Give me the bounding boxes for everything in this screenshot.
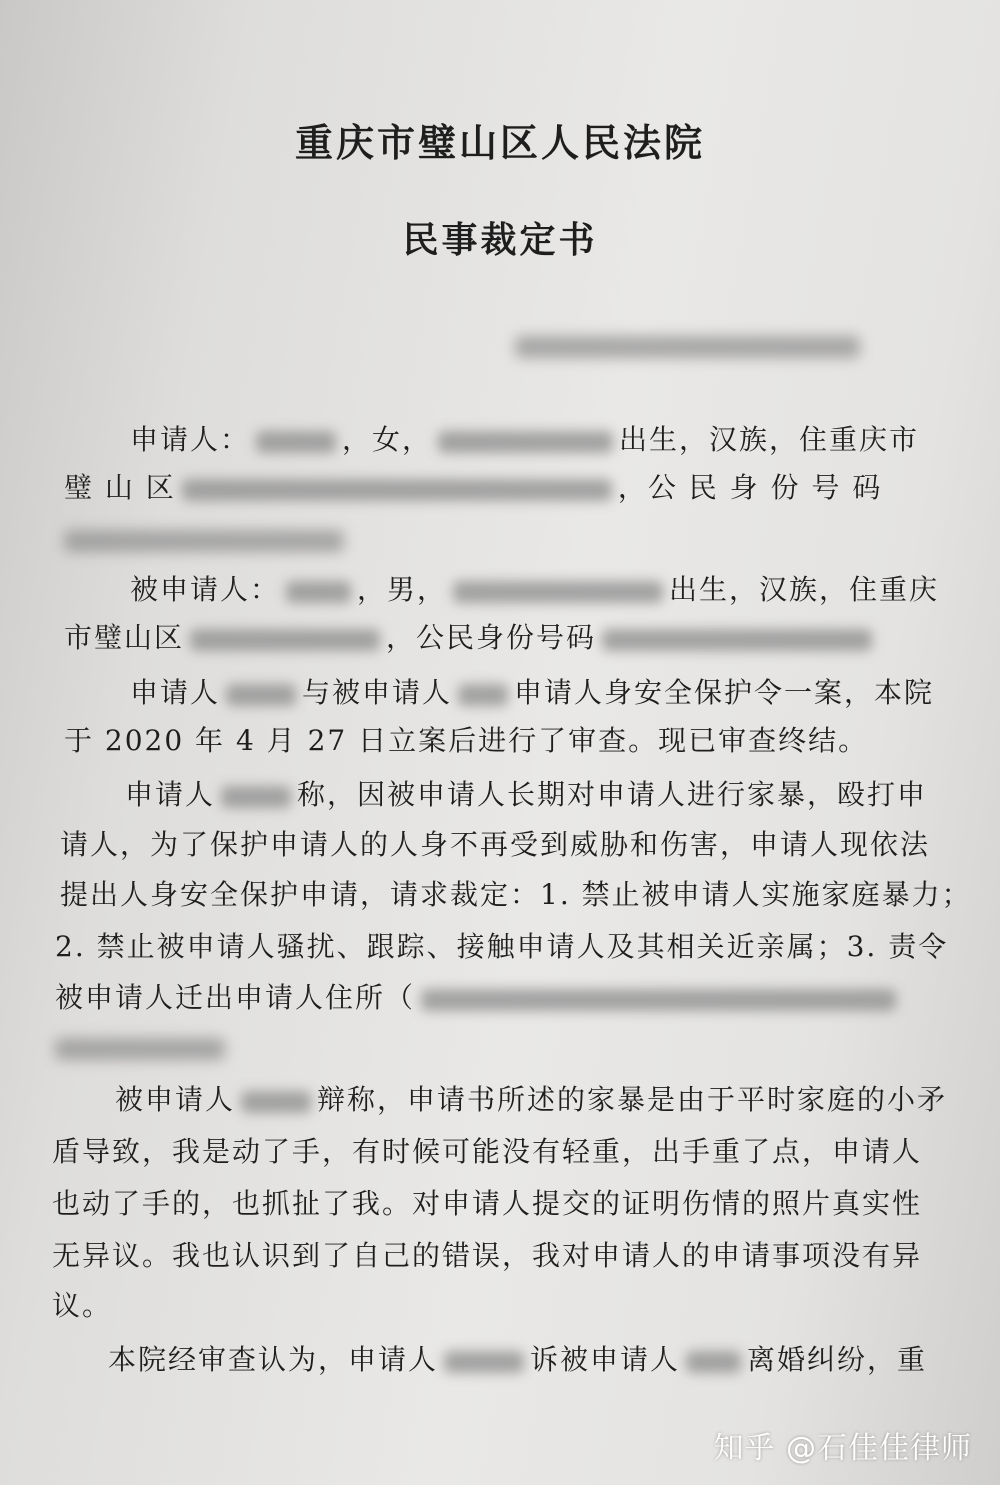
redacted-text	[444, 1351, 524, 1373]
redacted-text	[286, 581, 351, 603]
redacted-text	[241, 1091, 311, 1113]
label-applicant: 申请人：	[130, 423, 251, 456]
redacted-address	[421, 989, 896, 1011]
body-line: 被申请人 辩称，申请书所述的家暴是由于平时家庭的小矛	[115, 1083, 948, 1116]
body-line: 被申请人迁出申请人住所（	[55, 978, 902, 1018]
body-line: 璧 山 区 ，公 民 身 份 号 码	[64, 471, 883, 504]
body-line: 2. 禁止被申请人骚扰、跟踪、接触申请人及其相关近亲属；3. 责令	[55, 930, 949, 963]
redacted-text	[438, 431, 613, 453]
body-line: 盾导致，我是动了手，有时候可能没有轻重，出手重了点，申请人	[52, 1135, 923, 1168]
body-line: 请人，为了保护申请人的人身不再受到威胁和伤害，申请人现依法	[60, 828, 931, 861]
redacted-text	[686, 1351, 741, 1373]
redacted-text	[226, 684, 296, 706]
document-type: 民事裁定书	[402, 220, 598, 261]
court-name: 重庆市璧山区人民法院	[294, 121, 705, 165]
body-line: 也动了手的，也抓扯了我。对申请人提交的证明伤情的照片真实性	[52, 1187, 923, 1220]
body-line: 被申请人： ，男， 出生，汉族，住重庆	[130, 573, 940, 606]
redacted-text	[190, 629, 380, 651]
redacted-text	[256, 431, 336, 453]
body-line: 本院经审查认为，申请人 诉被申请人 离婚纠纷，重	[108, 1343, 928, 1376]
redacted-text	[453, 581, 663, 603]
redacted-case-number	[515, 336, 860, 358]
redacted-text	[458, 684, 508, 706]
redacted-text	[602, 629, 872, 651]
body-line: 提出人身安全保护申请，请求裁定：1. 禁止被申请人实施家庭暴力；	[60, 878, 972, 911]
label-respondent: 被申请人：	[130, 573, 281, 606]
redacted-text	[221, 786, 291, 808]
body-line: 无异议。我也认识到了自己的错误，我对申请人的申请事项没有异	[52, 1239, 923, 1272]
body-line: 申请人 与被申请人 申请人身安全保护令一案，本院	[130, 676, 935, 709]
redacted-id-number	[64, 530, 344, 552]
body-line: 议。	[52, 1289, 113, 1322]
redacted-address	[55, 1038, 225, 1060]
body-line: 申请人 称，因被申请人长期对申请人进行家暴，殴打申	[125, 778, 928, 811]
body-line: 市璧山区 ，公民身份号码	[64, 618, 878, 658]
body-line: 申请人： ，女， 出生，汉族，住重庆市	[130, 423, 920, 456]
redacted-text	[182, 479, 612, 501]
body-line: 于 2020 年 4 月 27 日立案后进行了审查。现已审查终结。	[64, 724, 869, 757]
watermark: 知乎 @石佳佳律师	[713, 1431, 972, 1466]
